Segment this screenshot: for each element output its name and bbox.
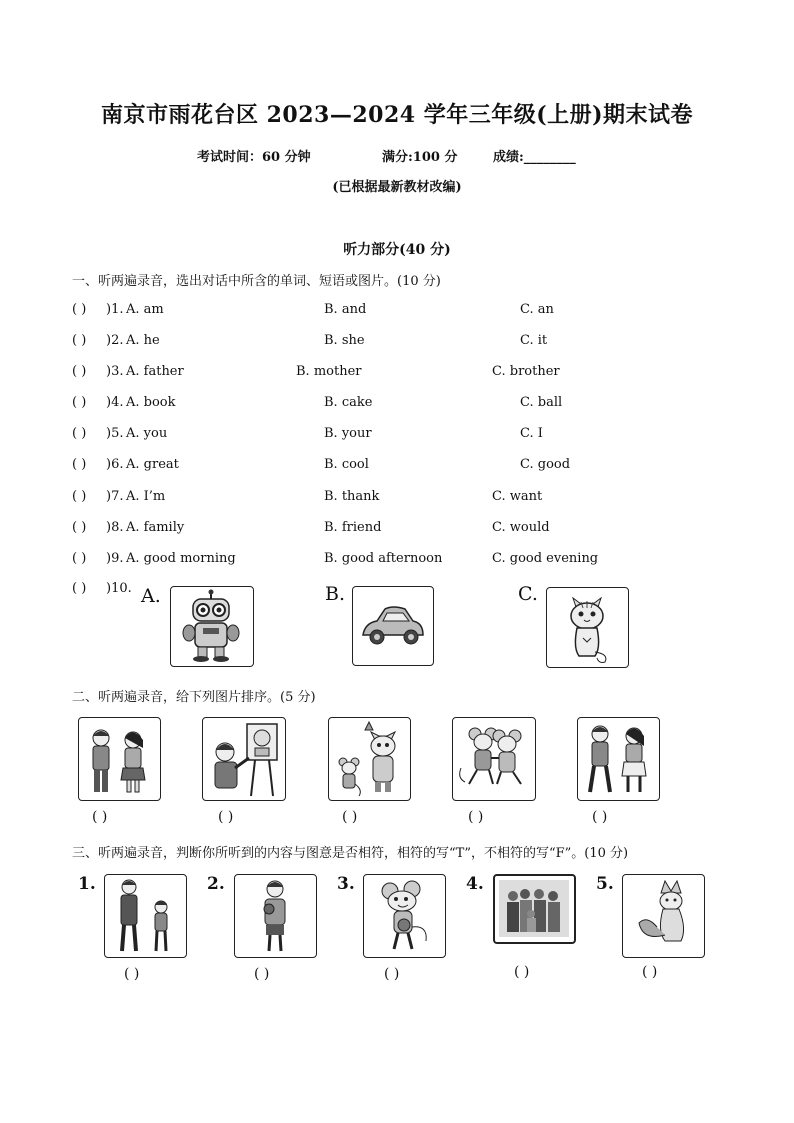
answer-paren[interactable]: ( )	[72, 520, 87, 535]
question-row	[0, 457, 794, 477]
cat-and-mouse-icon	[328, 717, 411, 801]
boy-and-girl-icon	[577, 717, 660, 801]
option-a: A. family	[126, 520, 185, 535]
question-row	[0, 302, 794, 322]
toy-car-icon	[352, 586, 434, 666]
answer-paren[interactable]: ( )	[72, 457, 87, 472]
fox-icon	[622, 874, 705, 958]
option-c-label: C.	[518, 583, 538, 605]
option-a: A. he	[126, 333, 160, 348]
tf-blank-3[interactable]: ( )	[384, 966, 400, 982]
option-c: C. an	[520, 302, 554, 317]
option-a: A. am	[126, 302, 164, 317]
option-c: C. would	[492, 520, 550, 535]
question-number: )10.	[106, 581, 132, 596]
question-row	[0, 333, 794, 353]
two-children-icon	[78, 717, 161, 801]
option-b: B. your	[324, 426, 372, 441]
question-number: )5.	[106, 426, 124, 441]
robot-icon	[170, 586, 254, 667]
mouse-icon	[363, 874, 446, 958]
option-b-label: B.	[325, 583, 346, 605]
answer-paren[interactable]: ( )	[72, 581, 87, 596]
listening-section-heading: 听力部分(40 分)	[343, 242, 451, 258]
full-score: 满分:100 分	[382, 150, 458, 165]
part1-heading: 一、听两遍录音，选出对话中所含的单词、短语或图片。(10 分)	[72, 274, 441, 289]
page-title: 南京市雨花台区 2023—2024 学年三年级(上册)期末试卷	[100, 102, 694, 128]
boy-painting-icon	[202, 717, 286, 801]
option-c: C. brother	[492, 364, 560, 379]
order-blank-2[interactable]: ( )	[218, 809, 234, 825]
q3-number-4: 4.	[466, 874, 484, 894]
option-b: B. she	[324, 333, 365, 348]
answer-paren[interactable]: ( )	[72, 395, 87, 410]
option-c: C. I	[520, 426, 543, 441]
option-c: C. it	[520, 333, 548, 348]
question-number: )7.	[106, 489, 124, 504]
order-blank-3[interactable]: ( )	[342, 809, 358, 825]
question-row	[0, 520, 794, 540]
tf-blank-2[interactable]: ( )	[254, 966, 270, 982]
order-blank-5[interactable]: ( )	[592, 809, 608, 825]
exam-time: 考试时间：60 分钟	[197, 150, 311, 165]
question-row	[0, 551, 794, 571]
option-c: C. good	[520, 457, 571, 472]
question-row	[0, 489, 794, 509]
q3-number-5: 5.	[596, 874, 614, 894]
option-b: B. thank	[324, 489, 380, 504]
option-a: A. great	[126, 457, 179, 472]
option-a: A. you	[126, 426, 168, 441]
option-b: B. cool	[324, 457, 369, 472]
question-number: )1.	[106, 302, 124, 317]
edition-note: (已根据最新教材改编)	[332, 180, 462, 195]
option-a-label: A.	[141, 585, 161, 607]
question-number: )4.	[106, 395, 124, 410]
question-row	[0, 395, 794, 415]
answer-paren[interactable]: ( )	[72, 333, 87, 348]
score-field: 成绩:________	[493, 150, 576, 165]
mice-dancing-icon	[452, 717, 536, 801]
answer-paren[interactable]: ( )	[72, 426, 87, 441]
question-number: )9.	[106, 551, 124, 566]
option-b: B. and	[324, 302, 367, 317]
option-b: B. good afternoon	[324, 551, 443, 566]
tf-blank-4[interactable]: ( )	[514, 964, 530, 980]
option-a: A. I’m	[126, 489, 166, 504]
tf-blank-1[interactable]: ( )	[124, 966, 140, 982]
cat-icon	[546, 587, 629, 668]
part2-heading: 二、听两遍录音，给下列图片排序。(5 分)	[72, 690, 316, 705]
boy-icon	[234, 874, 317, 958]
option-b: B. mother	[296, 364, 362, 379]
answer-paren[interactable]: ( )	[72, 364, 87, 379]
option-b: B. friend	[324, 520, 382, 535]
q3-number-2: 2.	[207, 874, 225, 894]
option-c: C. want	[492, 489, 543, 504]
answer-paren[interactable]: ( )	[72, 551, 87, 566]
option-a: A. book	[126, 395, 176, 410]
q3-number-3: 3.	[337, 874, 355, 894]
part3-heading: 三、听两遍录音，判断你所听到的内容与图意是否相符，相符的写“T”，不相符的写“F”。(10 分)	[72, 846, 629, 861]
question-number: )8.	[106, 520, 124, 535]
question-number: )2.	[106, 333, 124, 348]
question-row	[0, 364, 794, 384]
question-row	[0, 426, 794, 446]
option-a: A. father	[126, 364, 184, 379]
q3-number-1: 1.	[78, 874, 96, 894]
option-a: A. good morning	[126, 551, 236, 566]
order-blank-1[interactable]: ( )	[92, 809, 108, 825]
question-number: )6.	[106, 457, 124, 472]
option-b: B. cake	[324, 395, 373, 410]
option-c: C. ball	[520, 395, 563, 410]
family-photo-icon	[493, 874, 576, 944]
tf-blank-5[interactable]: ( )	[642, 964, 658, 980]
order-blank-4[interactable]: ( )	[468, 809, 484, 825]
answer-paren[interactable]: ( )	[72, 489, 87, 504]
answer-paren[interactable]: ( )	[72, 302, 87, 317]
option-c: C. good evening	[492, 551, 599, 566]
father-and-son-icon	[104, 874, 187, 958]
question-number: )3.	[106, 364, 124, 379]
